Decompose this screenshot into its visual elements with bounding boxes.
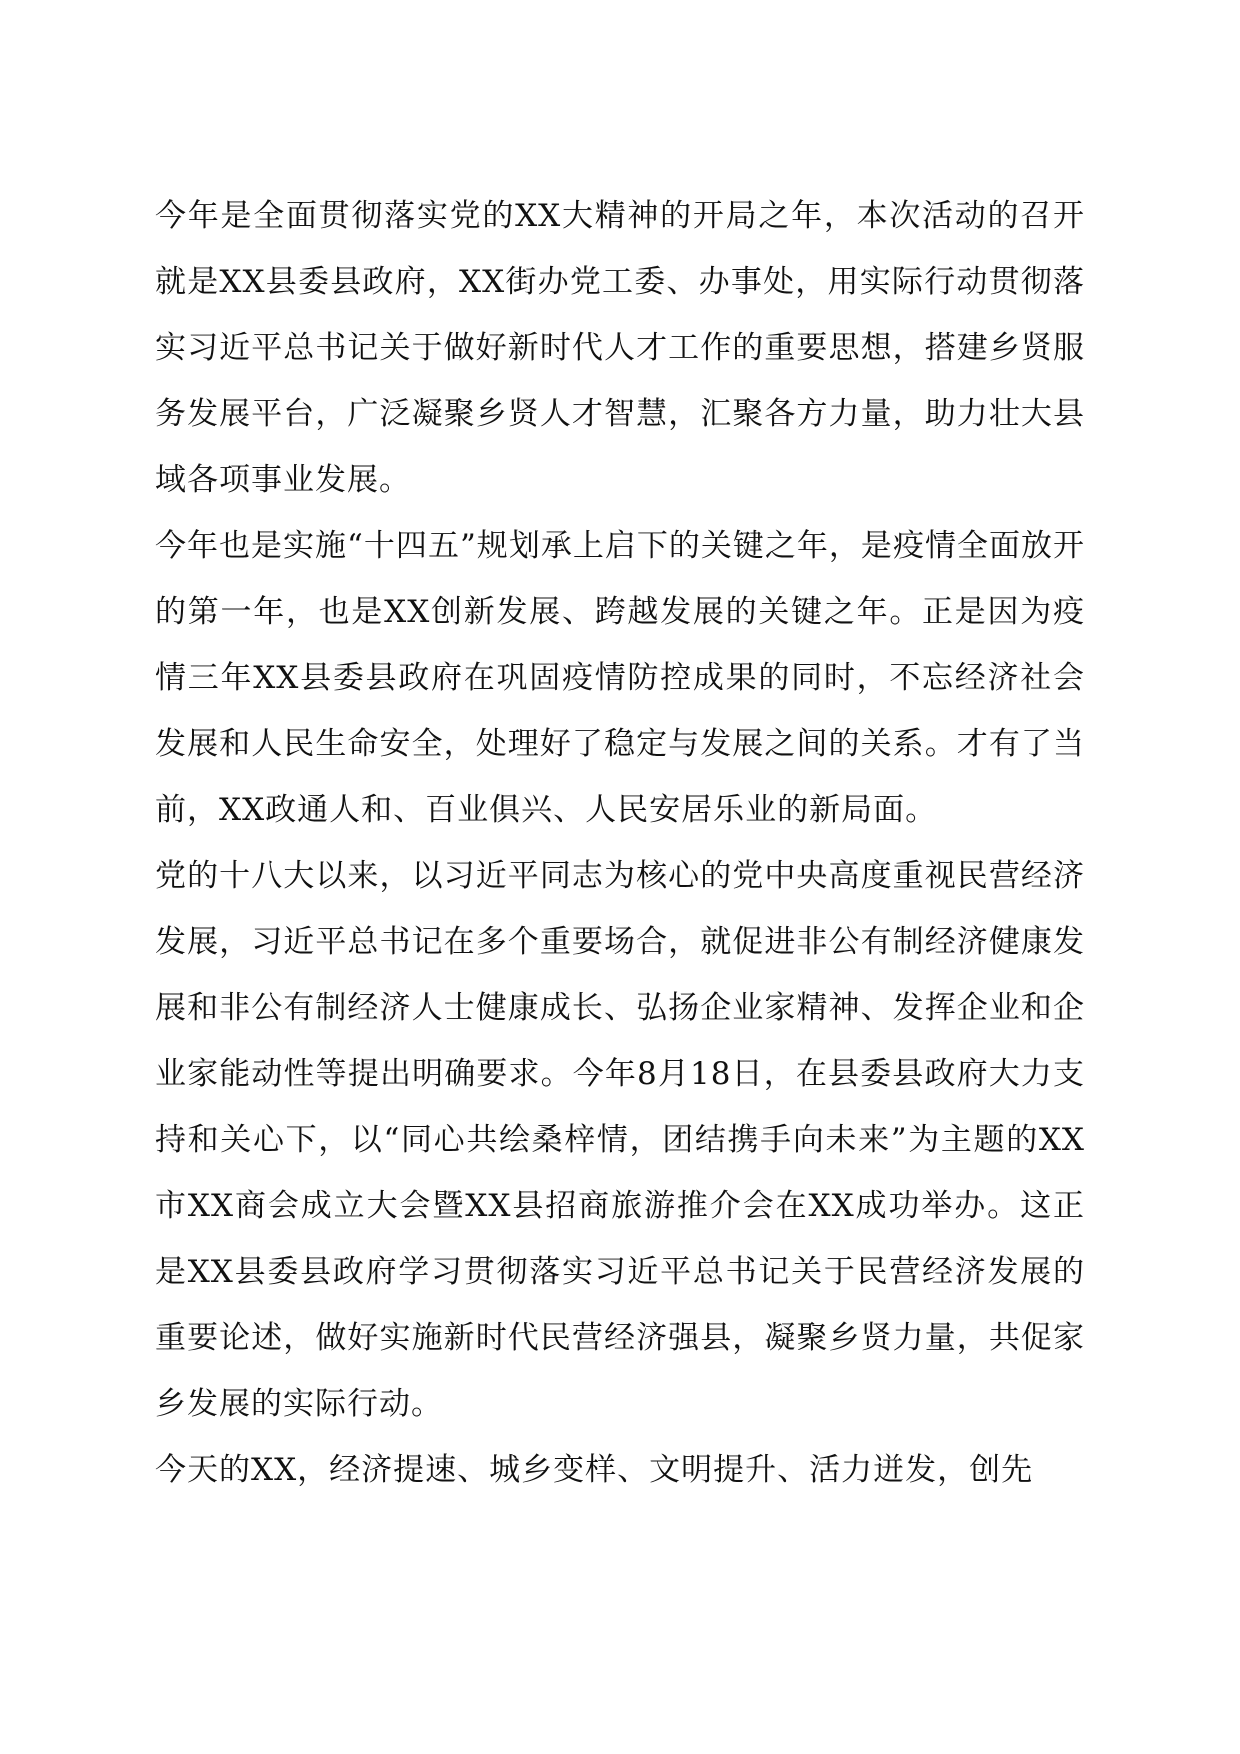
- paragraph-2: 今年也是实施“十四五”规划承上启下的关键之年，是疫情全面放开的第一年，也是XX创新发展、跨越发展的关键之年。正是因为疫情三年XX县委县政府在巩固疫情防控成果的同时，不忘经济社会发展和人民生命安全，处理好了稳定与发展之间的关系。才有了当前，XX政通人和、百业俱兴、人民安居乐业的新局面。: [155, 528, 1085, 828]
- paragraph-1: 今年是全面贯彻落实党的XX大精神的开局之年，本次活动的召开就是XX县委县政府，XX街办党工委、办事处，用实际行动贯彻落实习近平总书记关于做好新时代人才工作的重要思想，搭建乡贤服务发展平台，广泛凝聚乡贤人才智慧，汇聚各方力量，助力壮大县域各项事业发展。: [155, 198, 1085, 498]
- document-body: [155, 183, 1085, 1503]
- paragraph-3: 党的十八大以来，以习近平同志为核心的党中央高度重视民营经济发展，习近平总书记在多个重要场合，就促进非公有制经济健康发展和非公有制经济人士健康成长、弘扬企业家精神、发挥企业和企业家能动性等提出明确要求。今年8月18日，在县委县政府大力支持和关心下，以“同心共绘桑梓情，团结携手向未来”为主题的XX市XX商会成立大会暨XX县招商旅游推介会在XX成功举办。这正是XX县委县政府学习贯彻落实习近平总书记关于民营经济发展的重要论述，做好实施新时代民营经济强县，凝聚乡贤力量，共促家乡发展的实际行动。: [155, 858, 1085, 1422]
- paragraph-4: 今天的XX，经济提速、城乡变样、文明提升、活力迸发，创先: [155, 1452, 1034, 1488]
